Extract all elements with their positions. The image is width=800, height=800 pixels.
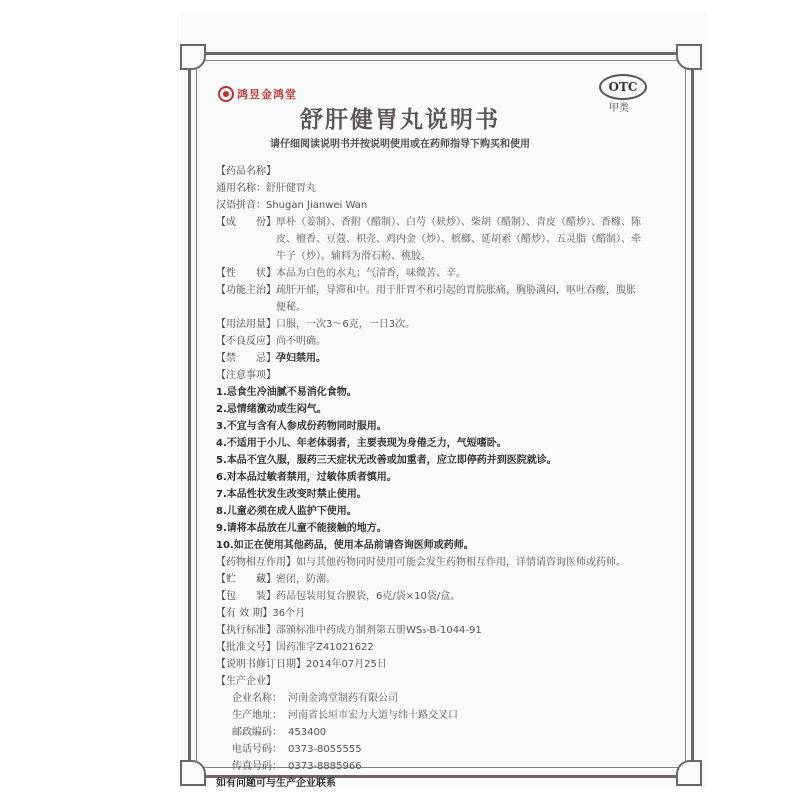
contact-note: 如有问题可与生产企业联系 — [216, 778, 336, 789]
precautions-section: 【注意事项】 — [216, 370, 276, 381]
frame-corner-ornament — [676, 760, 702, 786]
logo-text: 鸿昱金鸿堂 — [237, 88, 297, 101]
generic-name-row: 通用名称： 舒肝健胃丸 — [216, 183, 316, 194]
manufacturer-details — [216, 690, 644, 775]
adverse-reactions-row: 【不良反应】 尚不明确。 — [216, 336, 326, 347]
frame-corner-ornament — [676, 44, 702, 70]
precaution-item: 5.本品不宜久服，服药三天症状无改善或加重者，应立即停药并到医院就诊。 — [216, 455, 557, 466]
phone-row: 电话号码： 0373-8055555 — [232, 744, 362, 755]
ingredients-row: 【成 份】 厚朴（姜制）、香附（醋制）、白芍（麸炒）、柴胡（醋制）、青皮（醋炒）、香橼、陈皮、檀香、豆蔻、枳壳、鸡内金（炒）、槟榔、延胡索（醋炒）、五灵脂（醋制）、牵牛子（炒）。辅料为滑石粉、桃胶。 — [216, 217, 641, 262]
description-row: 【性 状】 本品为白色的水丸；气清香，味微苦、辛。 — [216, 268, 466, 279]
precaution-item: 2.忌情绪激动或生闷气。 — [216, 404, 327, 415]
interactions-row: 【药物相互作用】 如与其他药物同时使用可能会发生药物相互作用，详情请咨询医师或药师。 — [216, 557, 626, 568]
leaflet-content — [216, 163, 644, 792]
postcode-row: 邮政编码： 453400 — [232, 727, 327, 738]
fax-row: 传真号码： 0373-8885966 — [232, 761, 362, 772]
indications-row: 【功能主治】 疏肝开郁，导滞和中。用于肝胃不和引起的胃脘胀痛，胸胁满闷，呕吐吞酸，腹胀便秘。 — [216, 285, 636, 313]
dosage-row: 【用法用量】 口服，一次3～6克，一日3次。 — [216, 319, 416, 330]
revision-date-row: 【说明书修订日期】 2014年07月25日 — [216, 659, 387, 670]
precaution-item: 10.如正在使用其他药品，使用本品前请咨询医师或药师。 — [216, 540, 474, 551]
otc-badge: OTC — [599, 74, 647, 100]
approval-row: 【批准文号】 国药准字Z41021622 — [216, 642, 374, 653]
precaution-item: 4.不适用于小儿、年老体弱者，主要表现为身倦乏力，气短嗜卧。 — [216, 438, 507, 449]
document-subtitle: 请仔细阅读说明书并按说明使用或在药师指导下购买和使用 — [270, 139, 530, 150]
document-title: 舒肝健胃丸说明书 — [300, 107, 500, 133]
storage-row: 【贮 藏】 密闭，防潮。 — [216, 574, 336, 585]
precaution-item: 1.忌食生冷油腻不易消化食物。 — [216, 387, 357, 398]
otc-class-label: 甲类 — [609, 103, 629, 114]
pinyin-row: 汉语拼音： Shugan Jianwei Wan — [216, 200, 368, 211]
logo-icon — [218, 86, 234, 102]
precaution-item: 3.不宜与含有人参成份药物同时服用。 — [216, 421, 387, 432]
frame-corner-ornament — [180, 760, 206, 786]
precaution-item: 9.请将本品放在儿童不能接触的地方。 — [216, 523, 387, 534]
validity-row: 【有 效 期】 36个月 — [216, 608, 306, 619]
manufacturer-section: 【生产企业】 — [216, 676, 276, 687]
drug-name-section: 【药品名称】 — [216, 166, 276, 177]
company-logo — [218, 86, 297, 102]
standard-row: 【执行标准】 部颁标准中药成方制剂第五册WS₃-B-1044-91 — [216, 625, 482, 636]
precaution-item: 7.本品性状发生改变时禁止使用。 — [216, 489, 367, 500]
precaution-item: 8.儿童必须在成人监护下使用。 — [216, 506, 357, 517]
precaution-item: 6.对本品过敏者禁用，过敏体质者慎用。 — [216, 472, 397, 483]
package-row: 【包 装】 药品包装用复合膜袋，6克/袋×10袋/盒。 — [216, 591, 461, 602]
company-row: 企业名称： 河南金鸿堂制药有限公司 — [232, 693, 398, 704]
address-row: 生产地址： 河南省长垣市宏力大道与纬十路交叉口 — [232, 710, 458, 721]
contraindications-row: 【禁 忌】 孕妇禁用。 — [216, 353, 326, 364]
